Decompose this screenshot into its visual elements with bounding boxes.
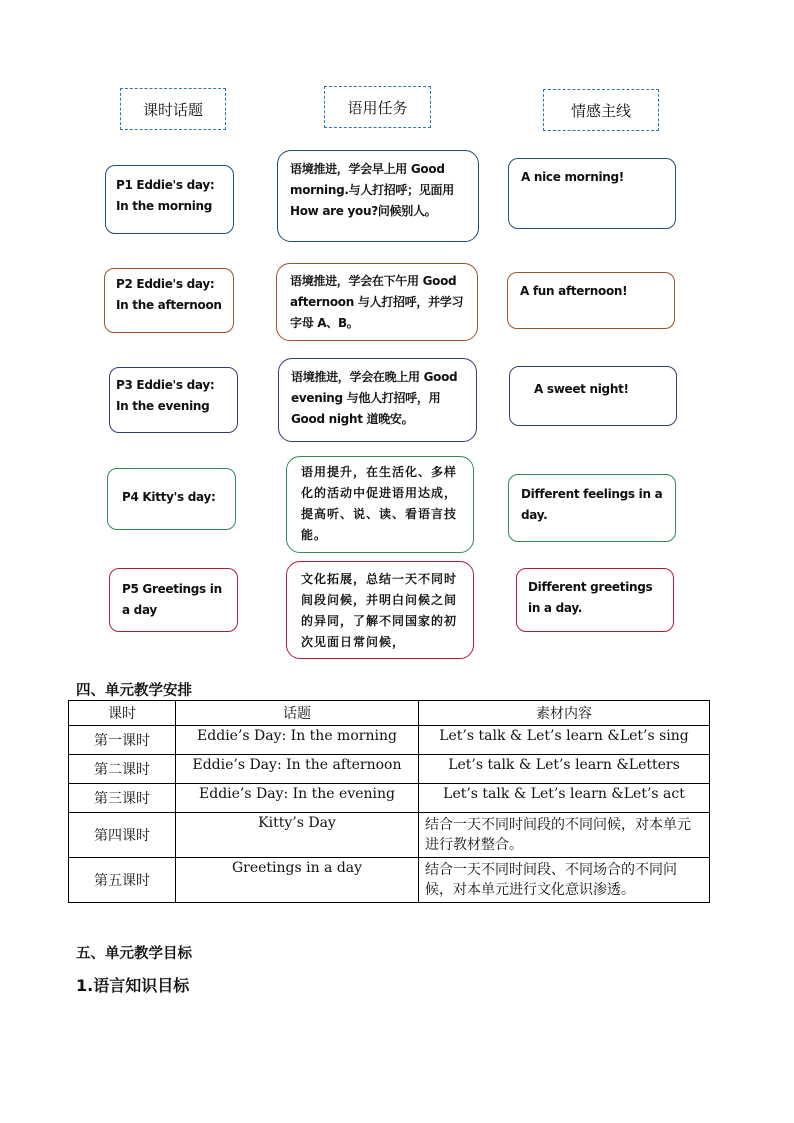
table-row bbox=[69, 784, 710, 813]
header-emotion: 情感主线 bbox=[543, 89, 659, 131]
material-cell: Let’s talk & Let’s learn &Let’s act bbox=[419, 784, 710, 813]
section5-title: 五、单元教学目标 bbox=[76, 946, 192, 962]
lesson-cell: 第四课时 bbox=[69, 813, 176, 858]
task-box-p2: 语境推进，学会在下午用 Good afternoon 与人打招呼，并学习字母 A、B。 bbox=[276, 263, 478, 341]
emotion-box-p4: Different feelings in a day. bbox=[508, 474, 676, 542]
section4-title: 四、单元教学安排 bbox=[76, 683, 192, 699]
col-topic: 话题 bbox=[176, 701, 419, 726]
col-lesson: 课时 bbox=[69, 701, 176, 726]
table-row bbox=[69, 755, 710, 784]
header-topic: 课时话题 bbox=[120, 88, 226, 130]
topic-box-p5: P5 Greetings in a day bbox=[109, 568, 238, 632]
topic-cell: Greetings in a day bbox=[176, 858, 419, 903]
material-cell: 结合一天不同时间段、不同场合的不同问候，对本单元进行文化意识渗透。 bbox=[419, 858, 710, 903]
topic-box-p2: P2 Eddie's day: In the afternoon bbox=[104, 268, 234, 333]
task-box-p4: 语用提升，在生活化、多样化的活动中促进语用达成，提高听、说、读、看语言技能。 bbox=[286, 456, 474, 553]
header-task: 语用任务 bbox=[324, 86, 431, 128]
material-cell: Let’s talk & Let’s learn &Let’s sing bbox=[419, 726, 710, 755]
task-box-p3: 语境推进，学会在晚上用 Good evening 与他人打招呼，用 Good night 道晚安。 bbox=[278, 358, 477, 442]
task-box-p1: 语境推进，学会早上用 Good morning.与人打招呼；见面用 How are you?问候别人。 bbox=[277, 150, 479, 242]
lesson-plan-table bbox=[68, 700, 710, 903]
lesson-cell: 第五课时 bbox=[69, 858, 176, 903]
lesson-cell: 第二课时 bbox=[69, 755, 176, 784]
material-cell: 结合一天不同时间段的不同问候，对本单元进行教材整合。 bbox=[419, 813, 710, 858]
table-header-row bbox=[69, 701, 710, 726]
task-box-p5: 文化拓展，总结一天不同时间段问候，并明白问候之间的异同，了解不同国家的初次见面日常问候， bbox=[286, 561, 474, 659]
emotion-box-p2: A fun afternoon! bbox=[507, 272, 675, 329]
lesson-cell: 第一课时 bbox=[69, 726, 176, 755]
table-row bbox=[69, 726, 710, 755]
col-material: 素材内容 bbox=[419, 701, 710, 726]
table-row bbox=[69, 813, 710, 858]
topic-cell: Eddie’s Day: In the afternoon bbox=[176, 755, 419, 784]
topic-box-p4: P4 Kitty's day: bbox=[107, 468, 236, 530]
section5-subtitle: 1.语言知识目标 bbox=[76, 976, 190, 995]
topic-cell: Kitty’s Day bbox=[176, 813, 419, 858]
table-row bbox=[69, 858, 710, 903]
emotion-box-p3: A sweet night! bbox=[509, 366, 677, 426]
lesson-cell: 第三课时 bbox=[69, 784, 176, 813]
topic-cell: Eddie’s Day: In the morning bbox=[176, 726, 419, 755]
emotion-box-p1: A nice morning! bbox=[508, 158, 676, 229]
topic-box-p1: P1 Eddie's day: In the morning bbox=[105, 165, 234, 234]
topic-box-p3: P3 Eddie's day: In the evening bbox=[109, 367, 238, 433]
material-cell: Let’s talk & Let’s learn &Letters bbox=[419, 755, 710, 784]
emotion-box-p5: Different greetings in a day. bbox=[516, 568, 674, 632]
topic-cell: Eddie’s Day: In the evening bbox=[176, 784, 419, 813]
